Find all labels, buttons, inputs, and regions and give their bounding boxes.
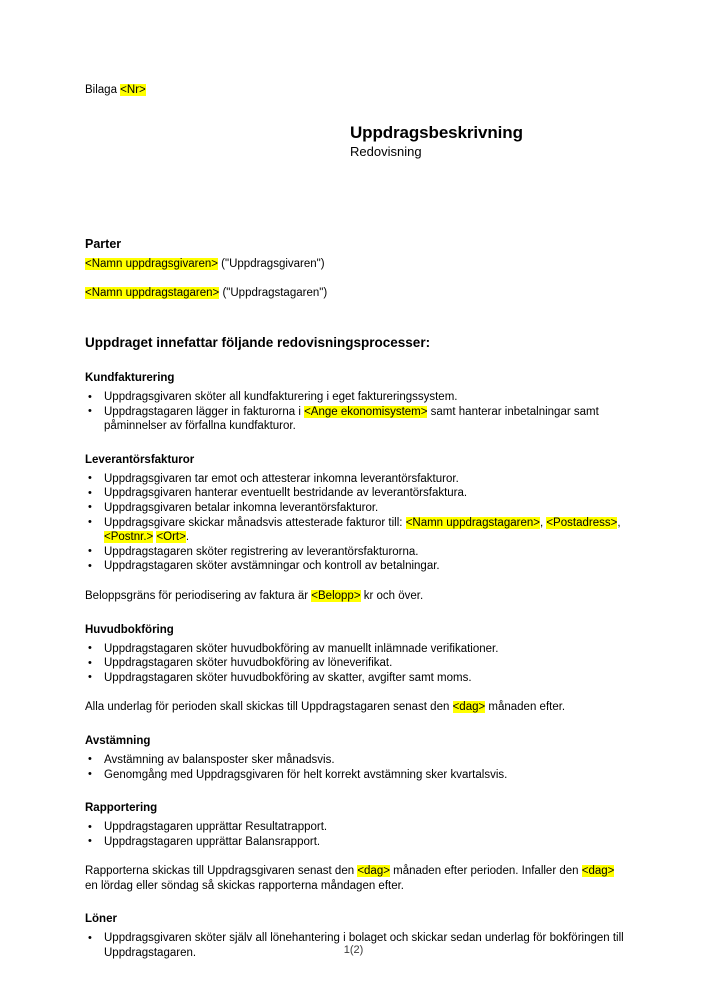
bullet-text: Uppdragsgivaren sköter all kundfakturering i eget faktureringssystem.: [104, 391, 458, 403]
list-item: [85, 768, 625, 783]
page-footer: [0, 944, 707, 956]
list-item: [85, 656, 625, 671]
ekonomisystem-placeholder: <Ange ekonomisystem>: [304, 405, 428, 418]
bullet-text-post: .: [185, 531, 190, 544]
list-item: [85, 405, 625, 434]
bullet-text: Uppdragstagaren sköter huvudbokföring av skatter, avgifter samt moms.: [104, 671, 472, 684]
bullet-text: Uppdragstagaren upprättar Resultatrapport.: [104, 821, 328, 834]
paragraph-text-mid: månaden efter perioden. Infaller den: [389, 865, 582, 878]
belopp-placeholder: <Belopp>: [311, 589, 361, 602]
bullet-text: Uppdragsgivaren tar emot och attesterar inkomna leverantörsfakturor.: [104, 472, 459, 485]
dag-placeholder: <dag>: [357, 865, 390, 878]
bullet-list-rapportering: [85, 816, 625, 849]
paragraph-text-pre: Rapporterna skickas till Uppdragsgivaren senast den: [85, 865, 358, 878]
ort-placeholder: <Ort>: [156, 531, 186, 544]
bullet-list-leverantorsfakturor: [85, 468, 625, 574]
document-content: [85, 83, 625, 961]
document-title: Uppdragsbeskrivning: [350, 123, 523, 142]
address-separator: ,: [617, 516, 621, 529]
dag-placeholder: <dag>: [581, 865, 615, 878]
section-heading-rapportering: Rapportering: [85, 802, 158, 815]
list-item: [85, 501, 625, 516]
paragraph-text-pre: Beloppsgräns för periodisering av faktura är: [85, 589, 312, 602]
bilaga-placeholder: <Nr>: [120, 84, 146, 96]
client-name-placeholder: <Namn uppdragsgivaren>: [85, 258, 218, 270]
dag-placeholder: <dag>: [452, 701, 486, 714]
paragraph-text-post: månaden efter.: [485, 701, 566, 714]
main-heading: Uppdraget innefattar följande redovisningsprocesser:: [85, 335, 431, 350]
bullet-list-huvudbokforing: [85, 638, 625, 686]
list-item: [85, 835, 625, 850]
section-heading-kundfakturering: Kundfakturering: [85, 372, 175, 384]
page-number: 1(2): [343, 944, 364, 956]
list-item: [85, 472, 625, 487]
bullet-text: Uppdragsgivaren hanterar eventuellt bestridande av leverantörsfaktura.: [104, 487, 468, 500]
bullet-text: Uppdragstagaren sköter registrering av leverantörsfakturorna.: [104, 545, 419, 558]
bullet-text: Uppdragstagaren sköter huvudbokföring av manuellt inlämnade verifikationer.: [104, 642, 499, 655]
bullet-list-kundfakturering: [85, 386, 625, 434]
list-item: [85, 486, 625, 501]
party-contractor-line: [85, 272, 625, 301]
bullet-text-pre: Uppdragstagaren lägger in fakturorna i: [104, 405, 305, 418]
title-block: [85, 122, 625, 160]
list-item: [85, 671, 625, 686]
list-item: [85, 753, 625, 768]
bullet-text-post: samt hanterar inbetalningar samt påminnelser av förfallna kundfakturor.: [104, 405, 599, 433]
bullet-text: Uppdragsgivaren betalar inkomna leverantörsfakturor.: [104, 501, 379, 514]
bullet-text: Genomgång med Uppdragsgivaren för helt korrekt avstämning sker kvartalsvis.: [104, 768, 508, 781]
paragraph-text-pre: Alla underlag för perioden skall skickas till Uppdragstagaren senast den: [85, 701, 453, 714]
paragraph-underlag: [85, 685, 625, 715]
paragraph-beloppsgrans: [85, 574, 625, 604]
paragraph-rapporterna: [85, 849, 625, 893]
paragraph-text-post: en lördag eller söndag så skickas rapporterna måndagen efter.: [85, 879, 405, 892]
bullet-text: Uppdragstagaren sköter avstämningar och kontroll av betalningar.: [104, 560, 440, 573]
section-heading-huvudbokforing: Huvudbokföring: [85, 623, 174, 636]
postadress-placeholder: <Postadress>: [546, 516, 618, 529]
postnr-placeholder: <Postnr.>: [104, 531, 154, 544]
section-heading-loner: Löner: [85, 913, 117, 926]
bullet-text: Uppdragstagaren sköter huvudbokföring av löneverifikat.: [104, 657, 393, 670]
list-item: [85, 545, 625, 560]
contractor-name-placeholder: <Namn uppdragstagaren>: [405, 516, 540, 529]
bullet-text: Avstämning av balansposter sker månadsvis.: [104, 753, 335, 766]
parter-heading: Parter: [85, 237, 122, 251]
bilaga-line: [85, 83, 625, 97]
bullet-text-pre: Uppdragsgivare skickar månadsvis attesterade fakturor till:: [104, 516, 406, 529]
list-item: [85, 642, 625, 657]
contractor-name-placeholder: <Namn uppdragstagaren>: [85, 287, 220, 299]
bilaga-label: Bilaga: [85, 84, 121, 96]
paragraph-text-post: kr och över.: [360, 589, 424, 602]
document-subtitle: Redovisning: [350, 144, 422, 159]
bullet-list-avstamning: [85, 749, 625, 782]
section-heading-leverantorsfakturor: Leverantörsfakturor: [85, 453, 195, 466]
list-item: [85, 559, 625, 574]
section-heading-avstamning: Avstämning: [85, 734, 151, 747]
bullet-text: Uppdragsgivaren sköter själv all lönehantering i bolaget och skickar sedan underlag för bokföringen till Uppdragstagaren.: [104, 932, 624, 960]
list-item: [85, 820, 625, 835]
list-item: [85, 390, 625, 405]
contractor-name-suffix: ("Uppdragstagaren"): [219, 287, 328, 299]
bullet-text: Uppdragstagaren upprättar Balansrapport.: [104, 835, 321, 848]
list-item: [85, 516, 625, 545]
address-separator: ,: [539, 516, 547, 529]
party-client-line: [85, 252, 625, 272]
client-name-suffix: ("Uppdragsgivaren"): [217, 258, 325, 270]
